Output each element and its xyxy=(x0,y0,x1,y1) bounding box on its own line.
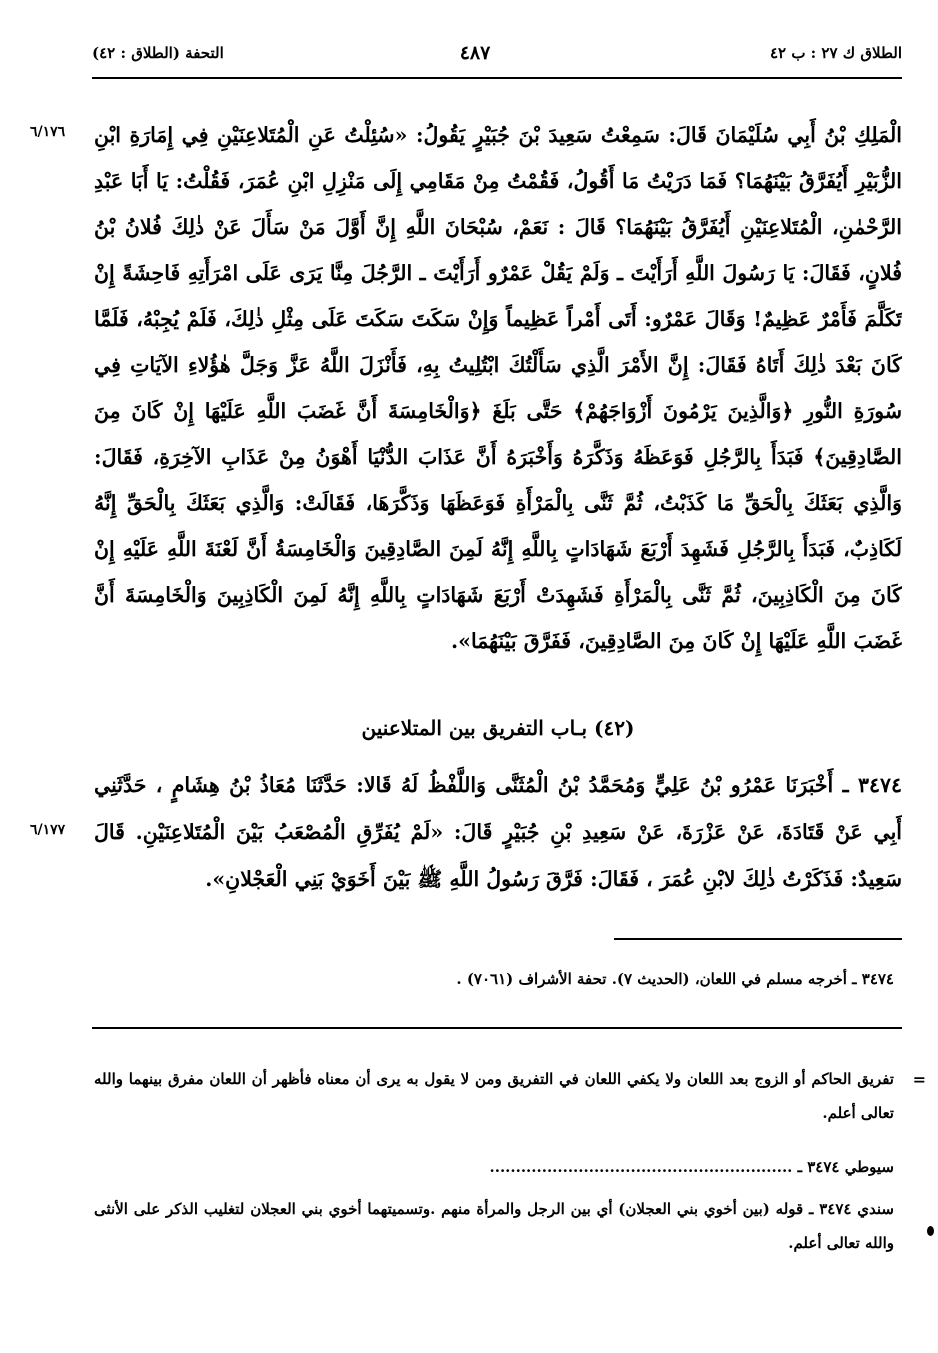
main-text-line: الرَّحْمٰنِ، الْمُتَلاعِنَيْنِ أَيُفَرَّقُ بَيْنَهُمَا؟ قَالَ : نَعَمْ، سُبْحَانَ اللَّهِ إِنَّ أَوَّلَ مَنْ سَأَلَ عَنْ ذٰلِكَ فُلانُ بْنُ xyxy=(94,215,902,239)
chapter-heading: (٤٢) بـاب التفريق بين المتلاعنين xyxy=(361,716,635,740)
main-text-line: تَكَلَّمَ فَأَمْرٌ عَظِيمٌ! وَقَالَ عَمْرٌو: أَتَى أَمْراً عَظِيماً وَإِنْ سَكَتَ سَكَتَ عَلَى مِثْلِ ذٰلِكَ، فَلَمْ يُجِبْهُ، فَلَمَّا xyxy=(94,307,902,331)
main-text-block xyxy=(94,112,902,664)
hadith-line: أَبِي عَنْ قَتَادَةَ، عَنْ عَزْرَةَ، عَنْ سَعِيدِ بْنِ جُبَيْرٍ قَالَ: «لَمْ يُفَرِّقِ الْمُصْعَبُ بَيْنَ الْمُتَلاعِنَيْنِ. قَالَ xyxy=(94,820,902,844)
suyuti-label: سيوطي ٣٤٧٤ ـ xyxy=(797,1158,894,1176)
continuation-mark: = xyxy=(912,1070,926,1089)
commentary-continuation: تفريق الحاكم أو الزوج بعد اللعان ولا يكفي اللعان في التفريق ومن لا يقول به يرى أن معناه فأظهر أن اللعان مفرق بينهما والله تعالى أعلم. xyxy=(94,1070,894,1122)
main-text-line: كَانَ بَعْدَ ذٰلِكَ أَتَاهُ فَقَالَ: إِنَّ الأَمْرَ الَّذِي سَأَلْتُكَ ابْتُلِيتُ بِهِ، فَأَنْزَلَ اللَّهُ عَزَّ وَجَلَّ هٰؤُلاءِ الآيَاتِ فِي xyxy=(94,353,902,377)
hadith-line: سَعِيدٌ: فَذَكَرْتُ ذٰلِكَ لابْنِ عُمَرَ ، فَقَالَ: فَرَّقَ رَسُولُ اللَّهِ ﷺ بَيْنَ أَخَوَيْ بَنِي الْعَجْلانِ». xyxy=(205,867,902,891)
main-text-line: الزُّبَيْرِ أَيُفَرَّقُ بَيْنَهُمَا؟ فَمَا دَرَيْتُ مَا أَقُولُ، فَقُمْتُ مِنْ مَقَامِي إِلَى مَنْزِلِ ابْنِ عُمَرَ، فَقُلْتُ: يَا أَبَا عَبْدِ xyxy=(94,169,902,193)
main-text-line: سُورَةِ النُّورِ ﴿وَالَّذِينَ يَرْمُونَ أَزْوَاجَهُمْ﴾ حَتَّى بَلَغَ ﴿وَالْخَامِسَةَ أَنَّ غَضَبَ اللَّهِ عَلَيْهَا إِنْ كَانَ مِنَ xyxy=(94,399,902,423)
footnote-divider xyxy=(614,938,902,940)
running-header-right: الطلاق ك ٢٧ : ب ٤٢ xyxy=(769,44,902,62)
running-header-left: التحفة (الطلاق : ٤٢) xyxy=(92,44,224,62)
sindi-commentary: سندي ٣٤٧٤ ـ قوله (بين أخوي بني العجلان) أي بين الرجل والمرأة منهم .وتسميتهما أخوي بني العجلان لتغليب الذكر على الأنثى والله تعالى أعلم. xyxy=(94,1200,894,1252)
main-text-line: الْمَلِكِ بْنُ أَبِي سُلَيْمَانَ قَالَ: سَمِعْتُ سَعِيدَ بْنَ جُبَيْرٍ يَقُولُ: «سُئِلْتُ عَنِ الْمُتَلاعِنَيْنِ فِي إِمَارَةِ ابْنِ xyxy=(94,123,902,147)
hadith-3474-block xyxy=(94,762,902,903)
hadith-line: ٣٤٧٤ ـ أَخْبَرَنَا عَمْرُو بْنُ عَلِيٍّ وَمُحَمَّدُ بْنُ الْمُثَنَّى وَاللَّفْظُ لَهُ قَالا: حَدَّثَنَا مُعَاذُ بْنُ هِشَامٍ ، حَدَّثَنِي xyxy=(94,773,902,797)
main-text-line: فُلانٍ، فَقَالَ: يَا رَسُولَ اللَّهِ أَرَأَيْتَ ـ وَلَمْ يَقُلْ عَمْرٌو أَرَأَيْتَ ـ الرَّجُلَ مِنَّا يَرَى عَلَى امْرَأَتِهِ فَاحِشَةً إِنْ xyxy=(94,261,902,285)
takhrij-footnote: ٣٤٧٤ ـ أخرجه مسلم في اللعان، (الحديث ٧). تحفة الأشراف (٧٠٦١) . xyxy=(456,970,894,988)
main-text-line: وَالَّذِي بَعَثَكَ بِالْحَقِّ مَا كَذَبْتُ، ثُمَّ ثَنَّى بِالْمَرْأَةِ فَوَعَظَهَا وَذَكَّرَهَا، فَقَالَتْ: وَالَّذِي بَعَثَكَ بِالْحَقِّ إِنَّهُ xyxy=(94,491,902,515)
suyuti-commentary xyxy=(94,1150,894,1184)
suyuti-dots: .......................................................... xyxy=(489,1158,793,1176)
header-divider xyxy=(92,77,902,79)
margin-reference-2: ٦/١٧٧ xyxy=(30,822,66,838)
main-text-line: لَكَاذِبٌ، فَبَدَأَ بِالرَّجُلِ فَشَهِدَ أَرْبَعَ شَهَادَاتٍ بِاللَّهِ إِنَّهُ لَمِنَ الصَّادِقِينَ وَالْخَامِسَةُ أَنَّ لَعْنَةَ اللَّهِ عَلَيْهِ إِنْ xyxy=(94,537,902,561)
main-text-line: الصَّادِقِينَ﴾ فَبَدَأَ بِالرَّجُلِ فَوَعَظَهُ وَذَكَّرَهُ وَأَخْبَرَهُ أَنَّ عَذَابَ الدُّنْيَا أَهْوَنُ مِنْ عَذَابِ الآخِرَةِ، فَقَالَ: xyxy=(94,445,902,469)
margin-reference-1: ٦/١٧٦ xyxy=(30,124,66,140)
main-text-line: غَضَبَ اللَّهِ عَلَيْهَا إِنْ كَانَ مِنَ الصَّادِقِينَ، فَفَرَّقَ بَيْنَهُمَا». xyxy=(451,629,902,653)
main-text-line: كَانَ مِنَ الْكَاذِبِينَ، ثُمَّ ثَنَّى بِالْمَرْأَةِ فَشَهِدَتْ أَرْبَعَ شَهَادَاتٍ بِاللَّهِ إِنَّهُ لَمِنَ الْكَاذِبِينَ وَالْخَامِسَةَ أَنَّ xyxy=(94,583,902,607)
margin-dot-mark xyxy=(927,1226,934,1236)
commentary-divider xyxy=(92,1027,902,1029)
page-number: ٤٨٧ xyxy=(459,42,491,64)
